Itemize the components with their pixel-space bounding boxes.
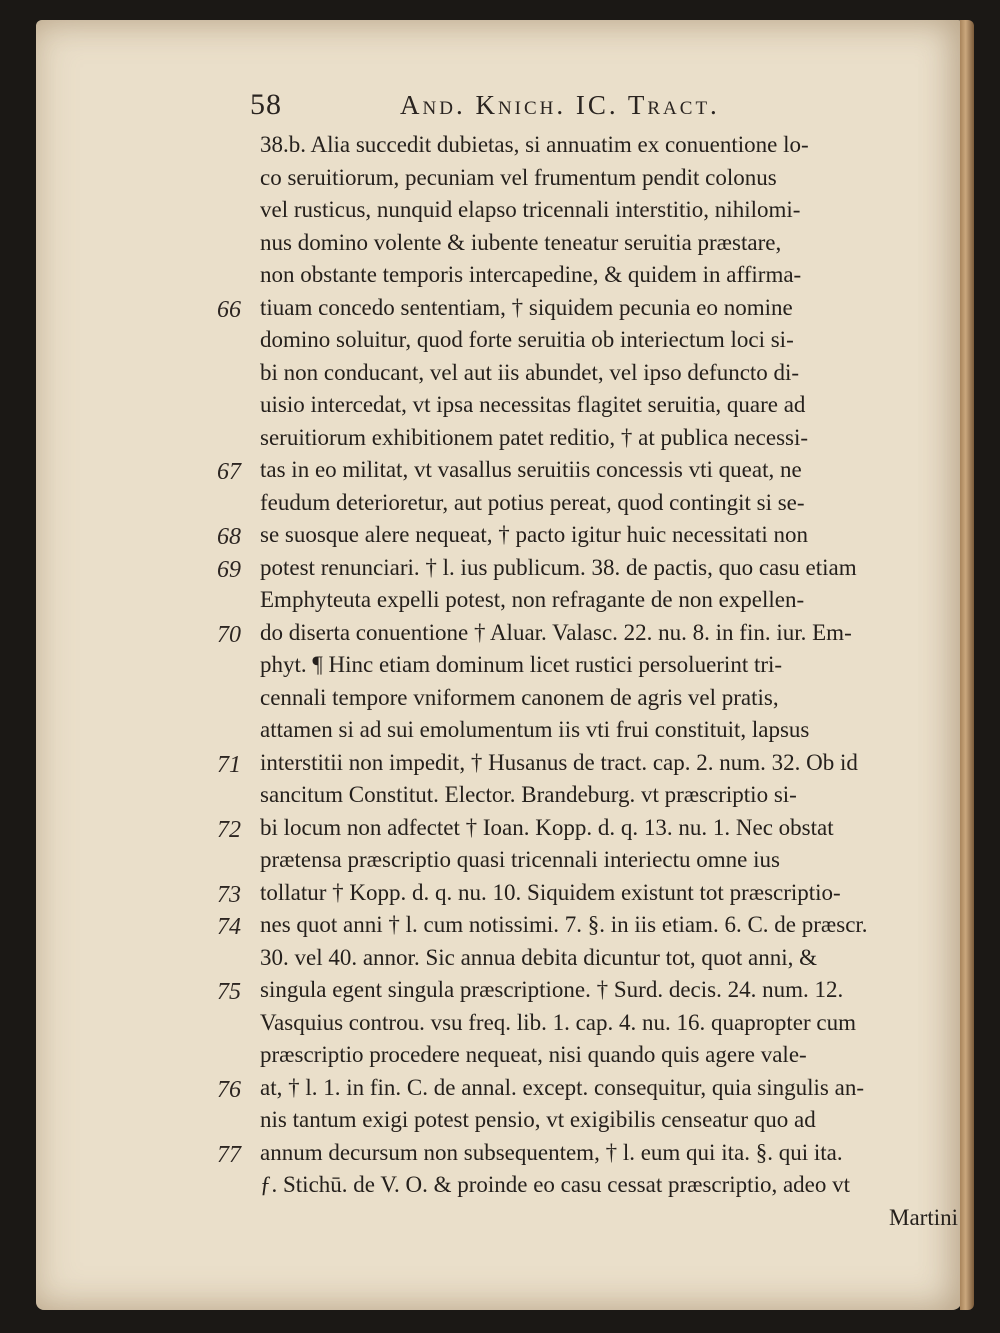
text-line: feudum deterioretur, aut potius pereat, quod contingit si se- (260, 489, 805, 515)
text-line: præscriptio procedere nequeat, nisi quando quis agere vale- (260, 1042, 807, 1067)
text-line: nis tantum exigi potest pensio, vt exigibilis censeatur quo ad (260, 1107, 816, 1132)
marginal-number: 76 (217, 1076, 241, 1103)
text-line: tas in eo militat, vt vasallus seruitiis concessis vti queat, ne (260, 457, 802, 482)
text-line: non obstante temporis intercapedine, & quidem in affirma- (260, 262, 802, 287)
marginal-number: 69 (217, 556, 241, 583)
text-line: bi locum non adfectet † Ioan. Kopp. d. q. 13. nu. 1. Nec obstat (260, 814, 834, 840)
text-line: interstitii non impedit, † Husanus de tract. cap. 2. num. 32. Ob id (260, 749, 858, 775)
text-line: phyt. ¶ Hinc etiam dominum licet rustici persoluerint tri- (260, 652, 783, 677)
marginal-number: 70 (217, 621, 241, 648)
text-line: co seruitiorum, pecuniam vel frumentum pendit colonus (260, 164, 777, 190)
text-line: vel rusticus, nunquid elapso tricennali interstitio, nihilomi- (260, 197, 801, 222)
text-line: nes quot anni † l. cum notissimi. 7. §. in iis etiam. 6. C. de præscr. (260, 912, 868, 937)
text-line: singula egent singula præscriptione. † Surd. decis. 24. num. 12. (260, 977, 844, 1002)
text-line: se suosque alere nequeat, † pacto igitur huic necessitati non (260, 522, 808, 547)
marginal-number: 74 (217, 914, 241, 940)
text-line: seruitiorum exhibitionem patet reditio, † at publica necessi- (260, 424, 809, 450)
text-line: cennali tempore vniformem canonem de agris vel pratis, (260, 684, 779, 710)
text-line: at, † l. 1. in fin. C. de annal. except. consequitur, quia singulis an- (260, 1074, 864, 1100)
folio-number: 58 (250, 88, 282, 121)
marginal-number: 67 (217, 459, 241, 485)
marginal-number: 75 (217, 979, 241, 1005)
text-line: 38.b. Alia succedit dubietas, si annuatim ex conuentione lo- (260, 132, 809, 157)
text-line: 30. vel 40. annor. Sic annua debita dicuntur tot, quot anni, & (260, 944, 818, 970)
text-line: potest renunciari. † l. ius publicum. 38. de pactis, quo casu etiam (260, 554, 857, 580)
text-line: uisio intercedat, vt ipsa necessitas flagitet seruitia, quare ad (260, 392, 806, 417)
text-line: Emphyteuta expelli potest, non refragante de non expellen- (260, 587, 805, 612)
page-edge (960, 20, 974, 1310)
text-line: annum decursum non subsequentem, † l. eum qui ita. §. qui ita. (260, 1139, 843, 1165)
marginal-number: 73 (217, 881, 241, 908)
marginal-number: 72 (217, 816, 241, 843)
text-line: domino soluitur, quod forte seruitia ob interiectum loci si- (260, 327, 794, 352)
text-line: sancitum Constitut. Elector. Brandeburg. vt præscriptio si- (260, 782, 797, 807)
text-line: bi non conducant, vel aut iis abundet, vel ipso defuncto di- (260, 359, 800, 385)
text-line: nus domino volente & iubente teneatur seruitia præstare, (260, 229, 782, 255)
text-line: tiuam concedo sententiam, † siquidem pecunia eo nomine (260, 294, 793, 320)
text-line: Martini (889, 1204, 958, 1230)
text-line: Vasquius controu. vsu freq. lib. 1. cap. 4. nu. 16. quapropter cum (260, 1009, 856, 1035)
text-line: tollatur † Kopp. d. q. nu. 10. Siquidem existunt tot præscriptio- (260, 879, 841, 905)
text-line: ƒ. Stichū. de V. O. & proinde eo casu cessat præscriptio, adeo vt (260, 1172, 851, 1197)
text-line: attamen si ad sui emolumentum iis vti frui constituit, lapsus (260, 717, 810, 742)
running-head: And. Knich. IC. Tract. (400, 90, 720, 120)
marginal-number: 68 (217, 524, 241, 550)
page-header (250, 88, 870, 128)
marginal-number: 71 (217, 751, 241, 778)
text-line: do diserta conuentione † Aluar. Valasc. 22. nu. 8. in fin. iur. Em- (260, 619, 852, 645)
marginal-number: 66 (217, 296, 241, 323)
marginal-number: 77 (217, 1141, 241, 1168)
text-line: prætensa præscriptio quasi tricennali interiectu omne ius (260, 847, 780, 872)
